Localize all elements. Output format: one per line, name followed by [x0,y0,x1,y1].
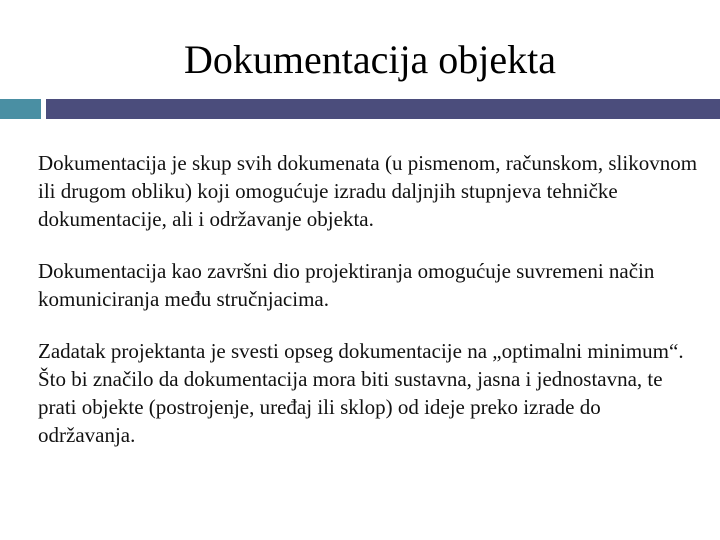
accent-bar-left [0,99,41,119]
paragraph-communication: Dokumentacija kao završni dio projektiranja omogućuje suvremeni način komuniciranja među stručnjacima. [38,259,655,311]
paragraph-definition: Dokumentacija je skup svih dokumenata (u pismenom, računskom, slikovnom ili drugom obliku) koji omogućuje izradu daljnjih stupnjeva tehničke dokumentacije, ali i održavanje objekta. [38,151,698,231]
paragraph-designer-task: Zadatak projektanta je svesti opseg dokumentacije na „optimalni minimum“. Što bi značilo da dokumentacija mora biti sustavna, jasna i jednostavna, te prati objekte (postrojenje, uređaj ili sklop) od ideje preko izrade do održavanja. [38,339,684,447]
slide-title: Dokumentacija objekta [183,37,557,82]
accent-bar-right [46,99,720,119]
slide-body [38,149,698,473]
